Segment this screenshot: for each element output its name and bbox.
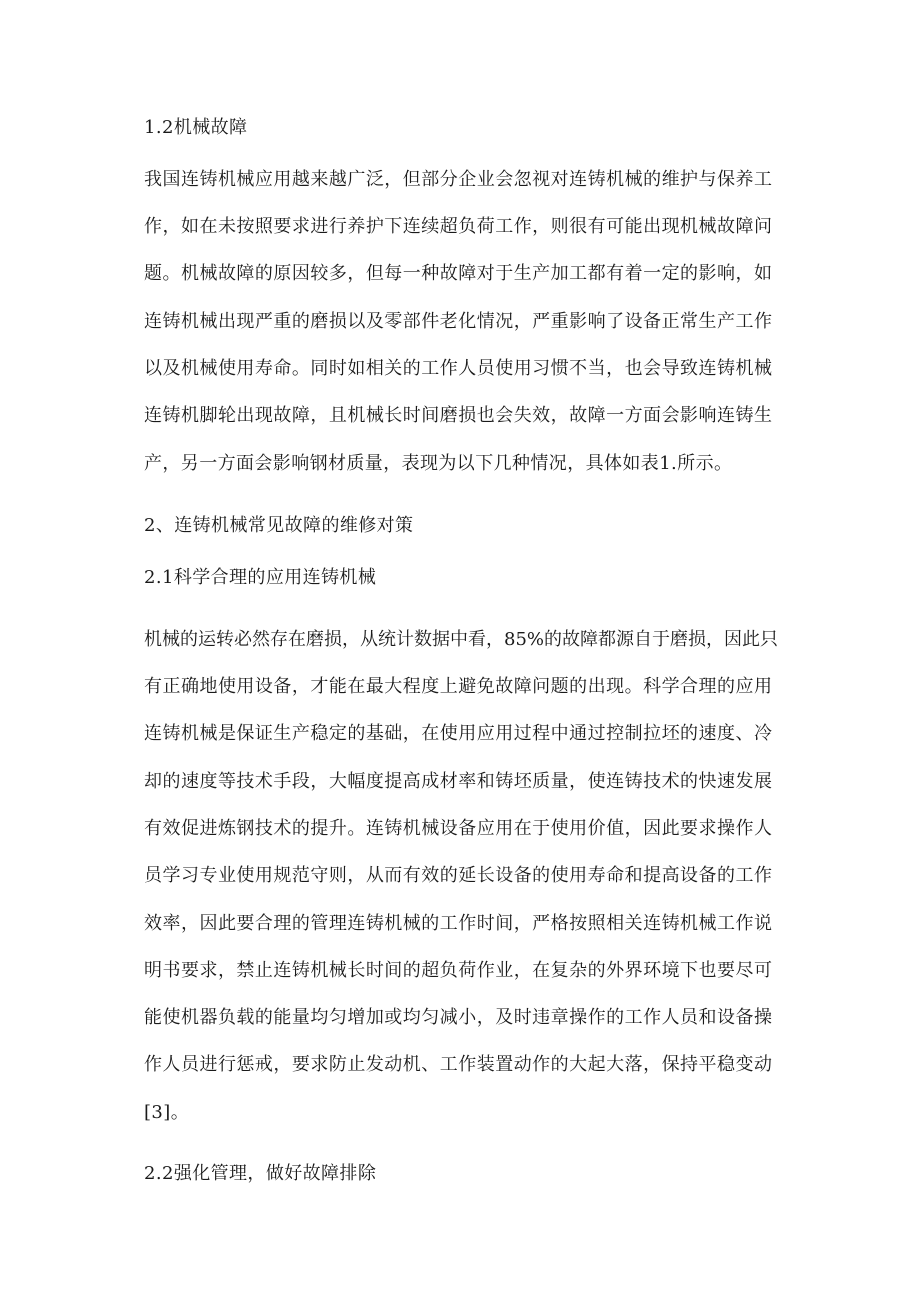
paragraph-line: 以及机械使用寿命。同时如相关的工作人员使用习惯不当，也会导致连铸机械 [144, 358, 772, 379]
paragraph-line: 连铸机械是保证生产稳定的基础，在使用应用过程中通过控制拉坯的速度、冷 [144, 723, 772, 744]
paragraph-line: 题。机械故障的原因较多，但每一种故障对于生产加工都有着一定的影响，如 [144, 263, 772, 284]
paragraph-line: 能使机器负载的能量均匀增加或均匀减小，及时违章操作的工作人员和设备操 [144, 1007, 772, 1028]
section-heading-2-1: 2.1科学合理的应用连铸机械 [144, 567, 377, 588]
paragraph-line: 却的速度等技术手段，大幅度提高成材率和铸坯质量，使连铸技术的快速发展 [144, 771, 772, 792]
section-heading-2-2: 2.2强化管理，做好故障排除 [144, 1163, 377, 1184]
paragraph-line: 连铸机械出现严重的磨损以及零部件老化情况，严重影响了设备正常生产工作 [144, 311, 772, 332]
paragraph-line: 有正确地使用设备，才能在最大程度上避免故障问题的出现。科学合理的应用 [144, 676, 772, 697]
paragraph-line: [3]。 [144, 1102, 190, 1123]
paragraph-line: 产，另一方面会影响钢材质量，表现为以下几种情况，具体如表1.所示。 [144, 453, 733, 474]
paragraph-line: 明书要求，禁止连铸机械长时间的超负荷作业，在复杂的外界环境下也要尽可 [144, 960, 772, 981]
paragraph-line: 效率，因此要合理的管理连铸机械的工作时间，严格按照相关连铸机械工作说 [144, 913, 772, 934]
paragraph-line: 有效促进炼钢技术的提升。连铸机械设备应用在于使用价值，因此要求操作人 [144, 818, 772, 839]
paragraph-line: 作，如在未按照要求进行养护下连续超负荷工作，则很有可能出现机械故障问 [144, 216, 772, 237]
paragraph-line: 我国连铸机械应用越来越广泛，但部分企业会忽视对连铸机械的维护与保养工 [144, 169, 772, 190]
section-heading-1-2: 1.2机械故障 [144, 117, 248, 138]
paragraph-line: 连铸机脚轮出现故障，且机械长时间磨损也会失效，故障一方面会影响连铸生 [144, 405, 772, 426]
paragraph-line: 作人员进行惩戒，要求防止发动机、工作装置动作的大起大落，保持平稳变动 [144, 1054, 772, 1075]
section-heading-2: 2、连铸机械常见故障的维修对策 [144, 515, 414, 536]
paragraph-line: 机械的运转必然存在磨损，从统计数据中看，85%的故障都源自于磨损，因此只 [144, 629, 779, 650]
paragraph-line: 员学习专业使用规范守则，从而有效的延长设备的使用寿命和提高设备的工作 [144, 865, 772, 886]
